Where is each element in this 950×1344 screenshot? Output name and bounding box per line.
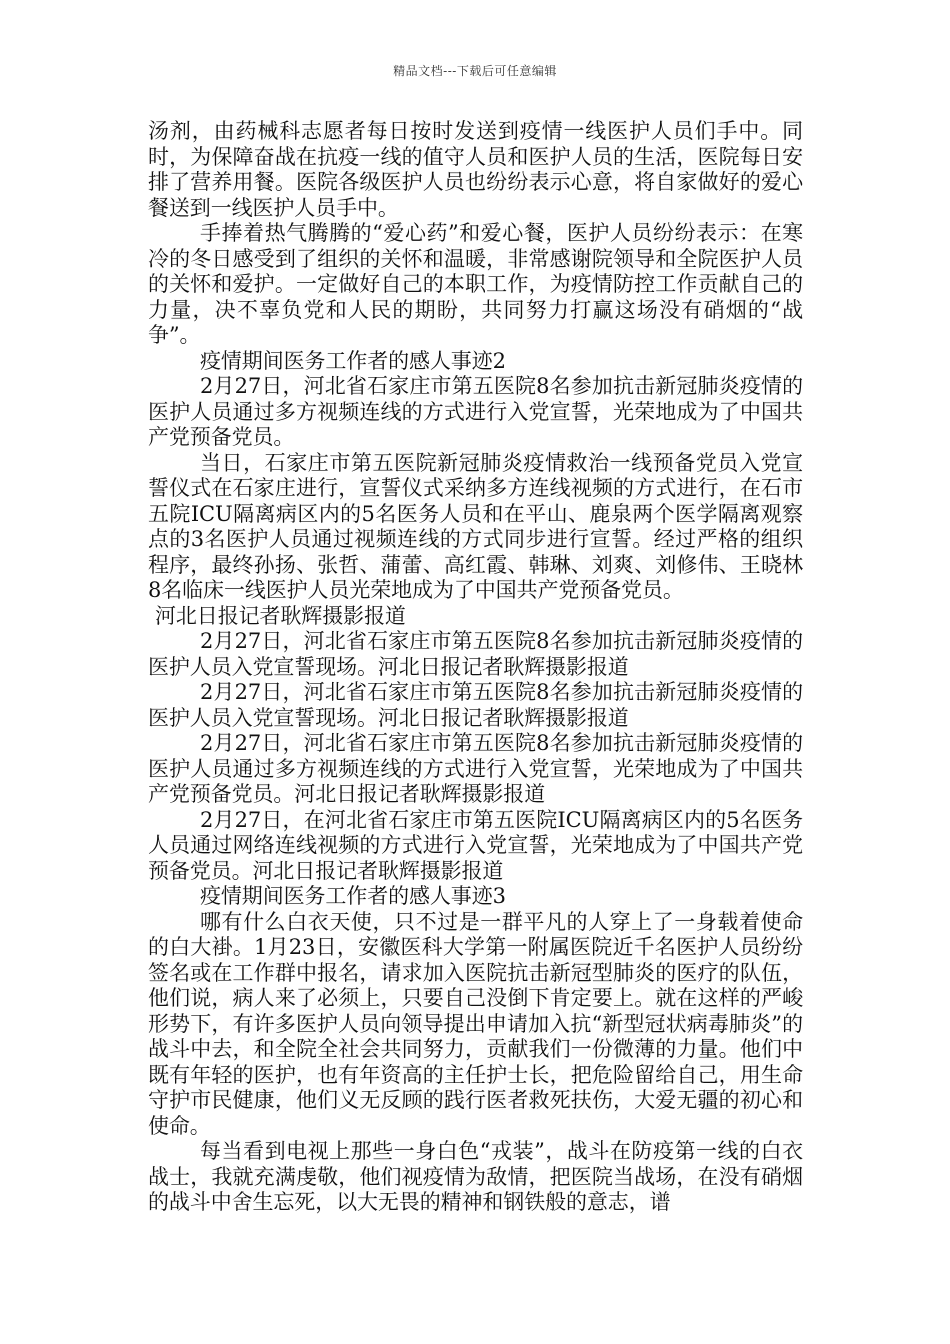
section-heading: 疫情期间医务工作者的感人事迹3 <box>200 884 506 908</box>
paragraph: 汤剂，由药械科志愿者每日按时发送到疫情一线医护人员们手中。同时，为保障奋战在抗疫一线的值守人员和医护人员的生活，医院每日安排了营养用餐。医院各级医护人员也纷纷表示心意，将自家做好的爱心餐送到一线医护人员手中。 <box>148 119 803 220</box>
section-heading: 疫情期间医务工作者的感人事迹2 <box>200 348 506 373</box>
paragraph: 每当看到电视上那些一身白色“戎装”，战斗在防疫第一线的白衣战士，我就充满虔敬，他们视疫情为敌情，把医院当战场，在没有硝烟的战斗中舍生忘死，以大无畏的精神和钢铁般的意志，谱 <box>148 1139 803 1214</box>
paragraph: 哪有什么白衣天使，只不过是一群平凡的人穿上了一身载着使命的白大褂。1月23日，安徽医科大学第一附属医院近千名医护人员纷纷签名或在工作群中报名，请求加入医院抗击新冠型肺炎的医疗的队伍，他们说，病人来了必须上，只要自己没倒下肯定要上。就在这样的严峻形势下，有许多医护人员向领导提出申请加入抗“新型冠状病毒肺炎”的战斗中去，和全院全社会共同努力，贡献我们一份微薄的力量。他们中既有年轻的医护，也有年资高的主任护士长，把危险留给自己，用生命守护市民健康，他们义无反顾的践行医者救死扶伤，大爱无疆的初心和使命。 <box>148 909 803 1138</box>
photo-caption: 2月27日，河北省石家庄市第五医院8名参加抗击新冠肺炎疫情的医护人员入党宣誓现场。河北日报记者耿辉摄影报道 <box>148 629 803 679</box>
paragraph: 2月27日，河北省石家庄市第五医院8名参加抗击新冠肺炎疫情的医护人员通过多方视频连线的方式进行入党宣誓，光荣地成为了中国共产党预备党员。 <box>148 374 803 449</box>
photo-credit: 河北日报记者耿辉摄影报道 <box>155 603 406 628</box>
photo-caption: 2月27日，河北省石家庄市第五医院8名参加抗击新冠肺炎疫情的医护人员入党宣誓现场。河北日报记者耿辉摄影报道 <box>148 680 803 730</box>
document-body <box>148 119 803 1216</box>
photo-caption: 2月27日，河北省石家庄市第五医院8名参加抗击新冠肺炎疫情的医护人员通过多方视频连线的方式进行入党宣誓，光荣地成为了中国共产党预备党员。河北日报记者耿辉摄影报道 <box>148 731 803 806</box>
paragraph: 手捧着热气腾腾的“爱心药”和爱心餐，医护人员纷纷表示：在寒冷的冬日感受到了组织的关怀和温暖，非常感谢院领导和全院医护人员的关怀和爱护。一定做好自己的本职工作，为疫情防控工作贡献自己的力量，决不辜负党和人民的期盼，共同努力打赢这场没有硝烟的“战争”。 <box>148 221 803 347</box>
photo-caption: 2月27日，在河北省石家庄市第五医院ICU隔离病区内的5名医务人员通过网络连线视频的方式进行入党宣誓，光荣地成为了中国共产党预备党员。河北日报记者耿辉摄影报道 <box>148 807 803 883</box>
page-header: 精品文档---下载后可任意编辑 <box>393 64 557 78</box>
paragraph: 当日，石家庄市第五医院新冠肺炎疫情救治一线预备党员入党宣誓仪式在石家庄进行，宣誓仪式采纳多方连线视频的方式进行，在石市五院ICU隔离病区内的5名医务人员和在平山、鹿泉两个医学隔离观察点的3名医护人员通过视频连线的方式同步进行宣誓。经过严格的组织程序，最终孙扬、张哲、蒲蕾、高红霞、韩琳、刘爽、刘修伟、王晓林8名临床一线医护人员光荣地成为了中国共产党预备党员。 <box>148 450 803 602</box>
